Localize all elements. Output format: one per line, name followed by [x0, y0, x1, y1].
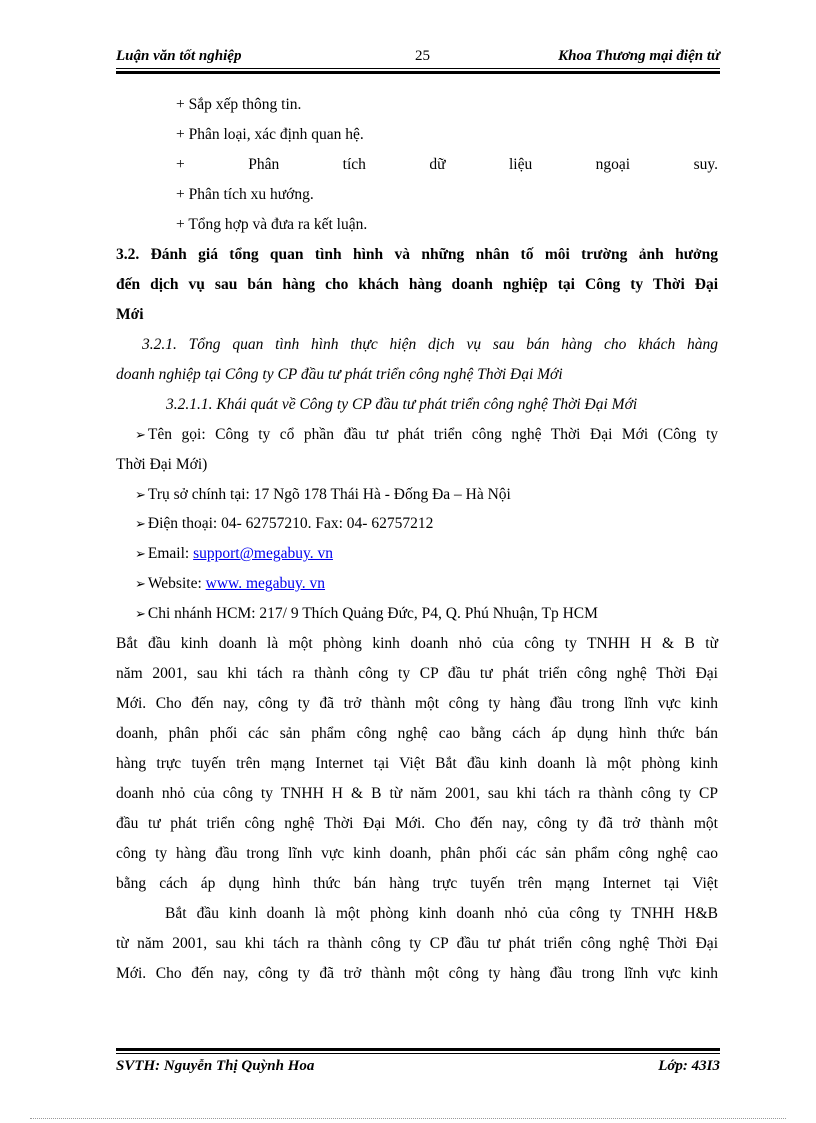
list-item: + Phân tích xu hướng. — [176, 186, 314, 203]
paragraph-line: Mới. Cho đến nay, công ty đã trở thành một công ty hàng đầu trong lĩnh vực kinh — [116, 695, 718, 712]
branch-text: Chi nhánh HCM: 217/ 9 Thích Quảng Đức, P4, Q. Phú Nhuận, Tp HCM — [147, 605, 598, 622]
subsection-heading-line: doanh nghiệp tại Công ty CP đầu tư phát triển công nghệ Thời Đại Mới — [116, 366, 563, 383]
hq-text: Trụ sở chính tại: 17 Ngõ 178 Thái Hà - Đống Đa – Hà Nội — [147, 486, 511, 503]
company-name-text: Tên gọi: Công ty cổ phần đầu tư phát triển công nghệ Thời Đại Mới (Công ty — [147, 426, 718, 443]
subsection-heading-line: 3.2.1. Tổng quan tình hình thực hiện dịch vụ sau bán hàng cho khách hàng — [142, 336, 718, 353]
company-branch — [135, 604, 598, 624]
word: ngoại — [595, 156, 631, 173]
page-number: 25 — [415, 48, 430, 64]
paragraph-line: công ty hàng đầu trong lĩnh vực kinh doanh, phân phối các sản phẩm công nghệ cao — [116, 845, 718, 862]
list-item-justified — [176, 155, 718, 175]
header-left: Luận văn tốt nghiệp — [116, 48, 242, 64]
page-edge-divider — [30, 1118, 786, 1119]
section-heading-line: 3.2. Đánh giá tổng quan tình hình và những nhân tố môi trường ảnh hưởng — [116, 246, 718, 263]
company-name-line2: Thời Đại Mới) — [116, 456, 208, 473]
word: suy. — [693, 156, 718, 173]
company-email — [135, 544, 333, 564]
paragraph-line: Bắt đầu kinh doanh là một phòng kinh doanh nhỏ của công ty TNHH H & B từ — [116, 635, 718, 652]
footer-right: Lớp: 43I3 — [658, 1058, 720, 1074]
subsubsection-heading: 3.2.1.1. Khái quát về Công ty CP đầu tư phát triển công nghệ Thời Đại Mới — [166, 396, 638, 413]
paragraph-line: doanh nhỏ của công ty TNHH H & B từ năm 2001, sau khi tách ra thành công ty CP — [116, 785, 718, 802]
footer-rule-thin — [116, 1053, 720, 1054]
footer-left: SVTH: Nguyễn Thị Quỳnh Hoa — [116, 1058, 315, 1074]
word: tích — [342, 156, 366, 173]
arrow-icon: ➢ — [135, 516, 146, 531]
header-rule-thick — [116, 71, 720, 74]
paragraph-line: doanh, phân phối các sản phẩm công nghệ cao bằng cách áp dụng hình thức bán — [116, 725, 718, 742]
paragraph-line: đầu tư phát triển công nghệ Thời Đại Mới. Cho đến nay, công ty đã trở thành một — [116, 815, 718, 832]
list-item: + Sắp xếp thông tin. — [176, 96, 302, 113]
header-rule-thin — [116, 68, 720, 69]
word: Phân — [248, 156, 280, 173]
arrow-icon: ➢ — [135, 427, 146, 442]
paragraph-line: năm 2001, sau khi tách ra thành công ty CP đầu tư phát triển công nghệ Thời Đại — [116, 665, 718, 682]
word: + — [176, 156, 185, 173]
word: dữ — [429, 156, 446, 173]
company-hq — [135, 485, 511, 505]
phone-text: Điện thoại: 04- 62757210. Fax: 04- 62757212 — [147, 515, 434, 532]
email-link[interactable]: support@megabuy. vn — [193, 545, 333, 562]
email-label: Email: — [147, 545, 194, 562]
paragraph-line: bằng cách áp dụng hình thức bán hàng trực tuyến trên mạng Internet tại Việt — [116, 875, 718, 892]
arrow-icon: ➢ — [135, 546, 146, 561]
list-item: + Tổng hợp và đưa ra kết luận. — [176, 216, 368, 233]
paragraph-line: từ năm 2001, sau khi tách ra thành công ty CP đầu tư phát triển công nghệ Thời Đại — [116, 935, 718, 952]
website-link[interactable]: www. megabuy. vn — [205, 575, 326, 592]
arrow-icon: ➢ — [135, 606, 146, 621]
arrow-icon: ➢ — [135, 487, 146, 502]
company-phone — [135, 514, 433, 534]
arrow-icon: ➢ — [135, 576, 146, 591]
paragraph-line: Bắt đầu kinh doanh là một phòng kinh doanh nhỏ của công ty TNHH H&B — [165, 905, 718, 922]
word: liệu — [508, 156, 533, 173]
footer-rule-thick — [116, 1048, 720, 1051]
section-heading-line: Mới — [116, 306, 144, 323]
paragraph-line: hàng trực tuyến trên mạng Internet tại Việt Bắt đầu kinh doanh là một phòng kinh — [116, 755, 718, 772]
list-item: + Phân loại, xác định quan hệ. — [176, 126, 364, 143]
header-right: Khoa Thương mại điện tử — [558, 48, 720, 64]
website-label: Website: — [147, 575, 206, 592]
company-website — [135, 574, 325, 594]
section-heading-line: đến dịch vụ sau bán hàng cho khách hàng doanh nghiệp tại Công ty Thời Đại — [116, 276, 718, 293]
company-name-line1 — [135, 425, 718, 445]
paragraph-line: Mới. Cho đến nay, công ty đã trở thành một công ty hàng đầu trong lĩnh vực kinh — [116, 965, 718, 982]
